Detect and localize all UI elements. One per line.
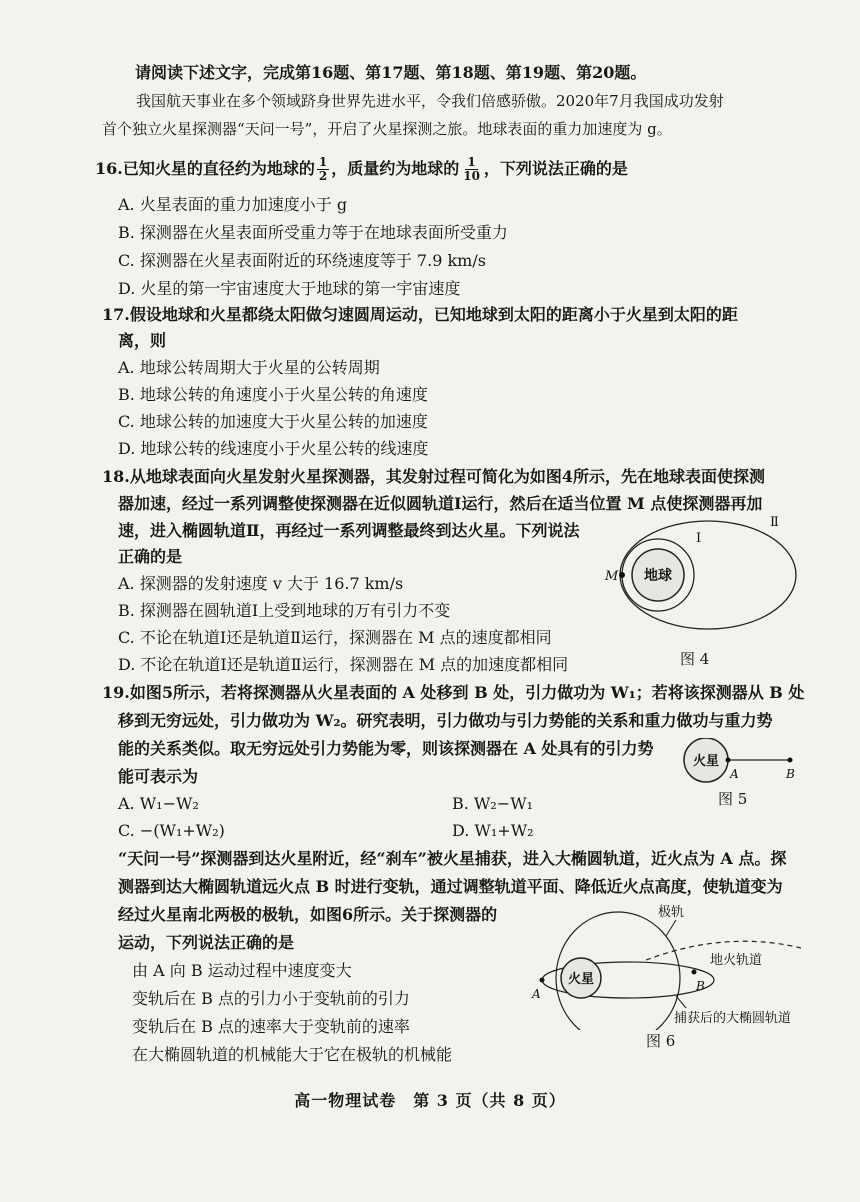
- figure-4-caption: 图 4: [680, 650, 710, 668]
- point-m-label: M: [605, 569, 619, 584]
- q16-option-b: B. 探测器在火星表面所受重力等于在地球表面所受重力: [118, 223, 508, 242]
- q18-stem-4: 正确的是: [118, 547, 183, 566]
- point-b-dot: [788, 758, 793, 763]
- point-a-label-6: A: [532, 987, 541, 1001]
- reading-heading: 请阅读下述文字，完成第16题、第17题、第18题、第19题、第20题。: [135, 63, 647, 82]
- q17-option-b: B. 地球公转的角速度小于火星公转的角速度: [118, 385, 428, 404]
- point-b-label-6: B: [696, 979, 705, 993]
- q20-stem-1: “天问一号”探测器到达火星附近，经“刹车”被火星捕获，进入大椭圆轨道，近火点为 A 点。探: [118, 849, 787, 868]
- q20-option-b: 变轨后在 B 点的引力小于变轨前的引力: [132, 989, 410, 1008]
- q19-option-d: D. W₁+W₂: [452, 821, 534, 840]
- fraction-tenth: $\frac{1}{10}$: [463, 155, 480, 183]
- point-a-dot-6: [540, 978, 545, 983]
- figure-6-caption: 图 6: [646, 1032, 676, 1050]
- q19-stem-2: 移到无穷远处，引力做功为 W₂。研究表明，引力做功与引力势能的关系和重力做功与重力势: [118, 711, 773, 730]
- q16-option-a: A. 火星表面的重力加速度小于 g: [118, 195, 348, 214]
- orbit-2-label: Ⅱ: [770, 515, 779, 530]
- intro-line-1: 我国航天事业在多个领域跻身世界先进水平，令我们倍感骄傲。2020年7月我国成功发射: [136, 92, 724, 110]
- figure-6-diagram: [526, 900, 816, 1030]
- mars-label-6: 火星: [567, 972, 595, 987]
- q17-stem-2: 离，则: [118, 331, 167, 350]
- point-b-dot-6: [692, 970, 697, 975]
- q18-option-c: C. 不论在轨道Ⅰ还是轨道Ⅱ运行，探测器在 M 点的速度都相同: [118, 628, 552, 647]
- captured-leader-line: [676, 996, 686, 1008]
- figure-5-diagram: [676, 738, 806, 788]
- q17-option-a: A. 地球公转周期大于火星的公转周期: [118, 358, 380, 377]
- q20-option-c: 变轨后在 B 点的速率大于变轨前的速率: [132, 1017, 410, 1036]
- point-a-dot: [726, 758, 731, 763]
- point-b-label: B: [786, 767, 795, 781]
- point-a-label: A: [730, 767, 739, 781]
- fraction-half: $\frac{1}{2}$: [318, 155, 328, 183]
- transfer-orbit-label: 地火轨道: [710, 953, 763, 968]
- q18-option-a: A. 探测器的发射速度 v 大于 16.7 km/s: [118, 574, 404, 593]
- q20-option-d: 在大椭圆轨道的机械能大于它在极轨的机械能: [132, 1045, 453, 1064]
- q20-option-a: 由 A 向 B 运动过程中速度变大: [132, 961, 352, 980]
- polar-orbit-label: 极轨: [658, 905, 685, 920]
- polar-leader-line: [666, 920, 676, 936]
- q17-option-c: C. 地球公转的加速度大于火星公转的加速度: [118, 412, 428, 431]
- mars-label: 火星: [692, 754, 720, 769]
- q20-stem-4: 运动，下列说法正确的是: [118, 933, 295, 952]
- figure-5-caption: 图 5: [718, 790, 748, 808]
- q16-stem-c: ，下列说法正确的是: [483, 159, 628, 178]
- q18-stem-3: 速，进入椭圆轨道Ⅱ，再经过一系列调整最终到达火星。下列说法: [118, 521, 580, 540]
- q16-stem-a: 16.已知火星的直径约为地球的: [95, 159, 315, 178]
- q18-option-b: B. 探测器在圆轨道Ⅰ上受到地球的万有引力不变: [118, 601, 451, 620]
- q19-stem-3: 能的关系类似。取无穷远处引力势能为零，则该探测器在 A 处具有的引力势: [118, 739, 654, 758]
- q19-stem-1: 19.如图5所示，若将探测器从火星表面的 A 处移到 B 处，引力做功为 W₁；若将该探测器从 B 处: [102, 683, 805, 702]
- q19-option-b: B. W₂−W₁: [452, 794, 534, 813]
- page-footer: 高一物理试卷 第 3 页（共 8 页）: [294, 1091, 566, 1110]
- orbit-1-label: Ⅰ: [696, 531, 702, 546]
- q16-stem-b: ，质量约为地球的: [331, 159, 460, 178]
- point-m-dot: [619, 572, 625, 578]
- q17-option-d: D. 地球公转的线速度小于火星公转的线速度: [118, 439, 429, 458]
- q16-option-c: C. 探测器在火星表面附近的环绕速度等于 7.9 km/s: [118, 251, 486, 270]
- q18-option-d: D. 不论在轨道Ⅰ还是轨道Ⅱ运行，探测器在 M 点的加速度都相同: [118, 655, 569, 674]
- earth-label: 地球: [644, 568, 672, 584]
- q17-stem-1: 17.假设地球和火星都绕太阳做匀速圆周运动，已知地球到太阳的距离小于火星到太阳的距: [102, 305, 738, 324]
- q19-stem-4: 能可表示为: [118, 767, 199, 786]
- captured-orbit-label: 捕获后的大椭圆轨道: [674, 1011, 792, 1026]
- q16-stem: [95, 156, 628, 183]
- q19-option-a: A. W₁−W₂: [118, 794, 199, 813]
- q20-stem-3: 经过火星南北两极的极轨，如图6所示。关于探测器的: [118, 905, 498, 924]
- q18-stem-2: 器加速，经过一系列调整使探测器在近似圆轨道Ⅰ运行，然后在适当位置 M 点使探测器再加: [118, 494, 763, 513]
- intro-line-2: 首个独立火星探测器“天问一号”，开启了火星探测之旅。地球表面的重力加速度为 g。: [102, 120, 672, 138]
- q19-option-c: C. −(W₁+W₂): [118, 821, 225, 840]
- q20-stem-2: 测器到达大椭圆轨道远火点 B 时进行变轨，通过调整轨道平面、降低近火点高度，使轨道变为: [118, 877, 783, 896]
- q18-stem-1: 18.从地球表面向火星发射火星探测器，其发射过程可简化为如图4所示，先在地球表面使探测: [102, 467, 765, 486]
- q16-option-d: D. 火星的第一宇宙速度大于地球的第一宇宙速度: [118, 279, 461, 298]
